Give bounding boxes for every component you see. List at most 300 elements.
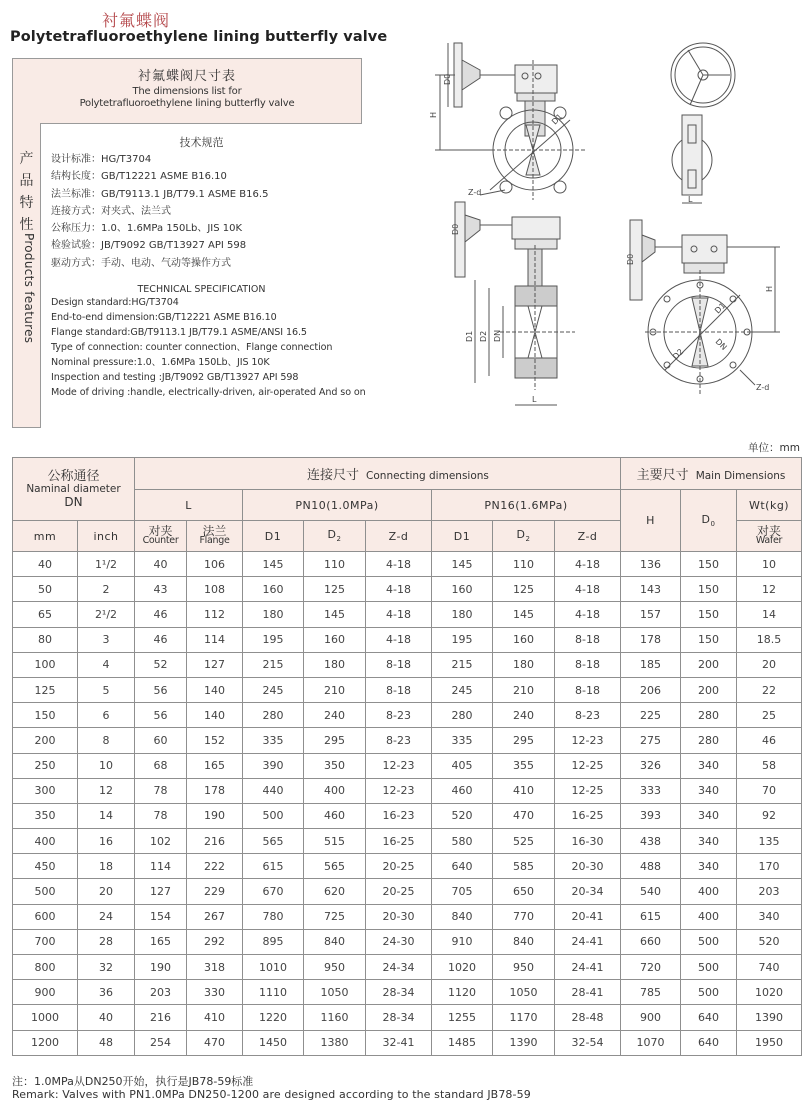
spec-heading (13, 71, 361, 110)
cell-pn16-d2: 1390 (493, 1030, 555, 1055)
drawing-label-d2-flanged: D2 (671, 347, 686, 362)
cell-l-flange: 222 (187, 854, 243, 879)
cell-l-flange: 216 (187, 829, 243, 854)
cell-pn10-d2: 1050 (304, 980, 366, 1005)
cell-dn-mm: 125 (13, 677, 78, 702)
cell-dn-mm: 350 (13, 803, 78, 828)
cell-pn10-zd: 8-23 (366, 728, 432, 753)
cell-pn10-d1: 215 (243, 652, 304, 677)
header-connecting-en: Connecting dimensions (366, 470, 489, 482)
cell-wt-wafer: 25 (737, 703, 802, 728)
drawing-label-d1-section: D1 (465, 330, 474, 342)
cell-dn-inch: 24 (78, 904, 135, 929)
spec-line: Mode of driving :handle, electrically-driven, air-operated And so on (51, 387, 366, 398)
cell-pn10-d1: 1450 (243, 1030, 304, 1055)
cell-pn10-d2: 725 (304, 904, 366, 929)
cell-dn-mm: 40 (13, 552, 78, 577)
table-row (13, 904, 802, 929)
spec-line: Design standard:HG/T3704 (51, 297, 179, 308)
cell-d0: 400 (681, 879, 737, 904)
note-en: Remark: Valves with PN1.0MPa DN250-1200 are designed according to the standard JB78-59 (12, 1088, 531, 1101)
cell-pn16-zd: 20-41 (555, 904, 621, 929)
cell-wt-wafer: 10 (737, 552, 802, 577)
cell-l-counter: 203 (135, 980, 187, 1005)
cell-dn-inch: 4 (78, 652, 135, 677)
header-pn10-d1: D1 (243, 521, 304, 552)
cell-pn16-d1: 1120 (432, 980, 493, 1005)
header-flange (187, 521, 243, 552)
cell-pn10-d2: 160 (304, 627, 366, 652)
cell-d0: 640 (681, 1005, 737, 1030)
cell-pn16-d1: 335 (432, 728, 493, 753)
header-pn16-d1: D1 (432, 521, 493, 552)
table-body (13, 552, 802, 1056)
cell-pn10-zd: 28-34 (366, 980, 432, 1005)
cell-dn-inch: 14 (78, 803, 135, 828)
cell-pn16-zd: 28-41 (555, 980, 621, 1005)
spec-line: 检验试验：JB/T9092 GB/T13927 API 598 (51, 240, 247, 252)
cell-h: 488 (621, 854, 681, 879)
cell-pn10-d1: 1220 (243, 1005, 304, 1030)
drawing-label-zd: Z-d (468, 188, 482, 197)
table-row (13, 652, 802, 677)
header-nominal-dn: DN (64, 494, 83, 509)
cell-d0: 500 (681, 929, 737, 954)
cell-pn16-zd: 12-23 (555, 728, 621, 753)
cell-dn-inch: 12 (78, 778, 135, 803)
cell-dn-inch: 18 (78, 854, 135, 879)
cell-dn-inch: 1¹/2 (78, 552, 135, 577)
header-wafer (737, 521, 802, 552)
cell-pn16-d2: 110 (493, 552, 555, 577)
cell-dn-mm: 1200 (13, 1030, 78, 1055)
table-row (13, 829, 802, 854)
cell-pn10-d1: 565 (243, 829, 304, 854)
cell-wt-wafer: 22 (737, 677, 802, 702)
cell-pn16-zd: 28-48 (555, 1005, 621, 1030)
cell-d0: 150 (681, 627, 737, 652)
cell-l-counter: 46 (135, 602, 187, 627)
cell-d0: 150 (681, 602, 737, 627)
header-flange-en: Flange (199, 535, 230, 546)
cell-d0: 500 (681, 980, 737, 1005)
cell-pn16-d1: 1020 (432, 955, 493, 980)
cell-pn16-d1: 640 (432, 854, 493, 879)
cell-dn-inch: 6 (78, 703, 135, 728)
cell-dn-inch: 32 (78, 955, 135, 980)
drawing-label-h-flanged: H (765, 285, 774, 292)
cell-l-counter: 56 (135, 677, 187, 702)
header-main-dimensions (621, 458, 802, 490)
cell-pn10-zd: 4-18 (366, 577, 432, 602)
valve-drawings (420, 30, 800, 425)
cell-l-counter: 68 (135, 753, 187, 778)
note-cn: 注：1.0MPa从DN250开始，执行是JB78-59标准 (12, 1075, 254, 1088)
cell-l-counter: 127 (135, 879, 187, 904)
spec-section-cn-title: 技术规范 (179, 136, 224, 149)
cell-l-flange: 140 (187, 677, 243, 702)
drawing-label-d1: D1 (550, 112, 565, 127)
cell-pn10-d1: 500 (243, 803, 304, 828)
spec-line: End-to-end dimension:GB/T12221 ASME B16.10 (51, 312, 277, 323)
cell-pn16-d1: 520 (432, 803, 493, 828)
spec-heading-en-1: The dimensions list for (132, 86, 242, 97)
cell-h: 720 (621, 955, 681, 980)
cell-pn10-zd: 16-23 (366, 803, 432, 828)
cell-wt-wafer: 1390 (737, 1005, 802, 1030)
cell-wt-wafer: 58 (737, 753, 802, 778)
cell-wt-wafer: 520 (737, 929, 802, 954)
cell-h: 225 (621, 703, 681, 728)
cell-pn10-zd: 4-18 (366, 627, 432, 652)
drawing-label-dn-flanged: DN (713, 337, 729, 353)
cell-wt-wafer: 340 (737, 904, 802, 929)
header-counter (135, 521, 187, 552)
cell-l-flange: 229 (187, 879, 243, 904)
cell-pn16-d2: 355 (493, 753, 555, 778)
header-pn16-d2-sub: 2 (525, 535, 531, 544)
table-row (13, 728, 802, 753)
table-row (13, 552, 802, 577)
header-pn10-d2 (304, 521, 366, 552)
drawing-label-d0-flanged: D0 (626, 253, 635, 265)
spec-line: 法兰标准：GB/T9113.1 JB/T79.1 ASME B16.5 (51, 188, 269, 200)
cell-l-flange: 106 (187, 552, 243, 577)
table-row (13, 854, 802, 879)
cell-pn10-d2: 350 (304, 753, 366, 778)
cell-pn16-d1: 180 (432, 602, 493, 627)
header-flange-cn: 法兰 (202, 524, 227, 538)
spec-line: Nominal pressure:1.0、1.6MPa 150Lb、JIS 10K (51, 357, 270, 368)
cell-l-counter: 56 (135, 703, 187, 728)
cell-pn10-zd: 8-18 (366, 652, 432, 677)
cell-l-flange: 190 (187, 803, 243, 828)
cell-pn16-zd: 8-18 (555, 677, 621, 702)
cell-pn16-d1: 840 (432, 904, 493, 929)
header-inch: inch (78, 521, 135, 552)
cell-pn16-d1: 1485 (432, 1030, 493, 1055)
cell-h: 178 (621, 627, 681, 652)
cell-l-counter: 52 (135, 652, 187, 677)
table-row (13, 803, 802, 828)
cell-pn10-d1: 670 (243, 879, 304, 904)
cell-pn16-d2: 160 (493, 627, 555, 652)
cell-d0: 340 (681, 829, 737, 854)
cell-pn16-zd: 16-30 (555, 829, 621, 854)
cell-pn16-zd: 32-54 (555, 1030, 621, 1055)
cell-l-counter: 114 (135, 854, 187, 879)
header-pn16-d2 (493, 521, 555, 552)
cell-pn16-d2: 210 (493, 677, 555, 702)
cell-wt-wafer: 14 (737, 602, 802, 627)
cell-l-flange: 112 (187, 602, 243, 627)
cell-pn16-zd: 4-18 (555, 602, 621, 627)
cell-pn10-d2: 950 (304, 955, 366, 980)
cell-h: 660 (621, 929, 681, 954)
cell-wt-wafer: 18.5 (737, 627, 802, 652)
cell-d0: 340 (681, 778, 737, 803)
drawing-label-d0-section: D0 (451, 223, 460, 235)
cell-dn-inch: 48 (78, 1030, 135, 1055)
cell-pn16-zd: 8-18 (555, 627, 621, 652)
table-row (13, 1030, 802, 1055)
wafer-front-view-drawing (435, 43, 585, 200)
cell-pn10-d2: 400 (304, 778, 366, 803)
page-title-cn: 衬氟蝶阀 (102, 11, 171, 30)
cell-h: 785 (621, 980, 681, 1005)
header-wafer-en: Wafer (755, 535, 783, 546)
cell-l-counter: 254 (135, 1030, 187, 1055)
cell-dn-mm: 450 (13, 854, 78, 879)
cell-pn10-d2: 620 (304, 879, 366, 904)
header-wafer-cn: 对夹 (757, 524, 782, 538)
drawing-label-d2: D2 (479, 330, 488, 342)
cell-dn-inch: 2 (78, 577, 135, 602)
cell-pn16-d1: 280 (432, 703, 493, 728)
cell-dn-inch: 36 (78, 980, 135, 1005)
cell-pn16-zd: 8-23 (555, 703, 621, 728)
table-row (13, 980, 802, 1005)
cell-pn10-d2: 210 (304, 677, 366, 702)
cell-d0: 500 (681, 955, 737, 980)
cell-dn-inch: 28 (78, 929, 135, 954)
spec-section-cn (41, 134, 362, 272)
cell-dn-mm: 150 (13, 703, 78, 728)
cell-pn16-d2: 525 (493, 829, 555, 854)
header-pn10-zd: Z-d (366, 521, 432, 552)
cell-l-counter: 102 (135, 829, 187, 854)
side-label-char: 特 (19, 195, 34, 211)
header-main-cn: 主要尺寸 (636, 468, 689, 483)
cell-wt-wafer: 1020 (737, 980, 802, 1005)
cell-l-counter: 165 (135, 929, 187, 954)
cell-pn16-d2: 1170 (493, 1005, 555, 1030)
cell-pn16-d1: 405 (432, 753, 493, 778)
cell-pn16-d2: 240 (493, 703, 555, 728)
header-pn16: PN16(1.6MPa) (432, 490, 621, 521)
cell-l-counter: 154 (135, 904, 187, 929)
drawing-label-zd-flanged: Z-d (756, 383, 770, 392)
cell-pn16-zd: 4-18 (555, 577, 621, 602)
cell-pn16-d2: 650 (493, 879, 555, 904)
cell-dn-mm: 1000 (13, 1005, 78, 1030)
cell-d0: 280 (681, 728, 737, 753)
header-pn10-d2-sub: 2 (336, 535, 342, 544)
spec-box (12, 58, 366, 428)
cell-pn10-d1: 195 (243, 627, 304, 652)
cell-d0: 150 (681, 552, 737, 577)
cell-pn16-d1: 460 (432, 778, 493, 803)
table-row (13, 677, 802, 702)
cell-pn10-zd: 16-25 (366, 829, 432, 854)
cell-pn10-d2: 295 (304, 728, 366, 753)
cell-pn10-zd: 20-25 (366, 879, 432, 904)
cell-pn10-d1: 895 (243, 929, 304, 954)
cell-dn-inch: 5 (78, 677, 135, 702)
cell-h: 185 (621, 652, 681, 677)
cell-pn10-zd: 24-34 (366, 955, 432, 980)
cell-dn-mm: 400 (13, 829, 78, 854)
cell-d0: 340 (681, 803, 737, 828)
cell-wt-wafer: 12 (737, 577, 802, 602)
cell-h: 143 (621, 577, 681, 602)
cell-h: 275 (621, 728, 681, 753)
cell-h: 900 (621, 1005, 681, 1030)
cell-pn10-zd: 4-18 (366, 552, 432, 577)
cell-wt-wafer: 92 (737, 803, 802, 828)
cell-dn-mm: 200 (13, 728, 78, 753)
cell-l-flange: 140 (187, 703, 243, 728)
cell-d0: 640 (681, 1030, 737, 1055)
cell-pn16-zd: 24-41 (555, 955, 621, 980)
unit-label: 单位：mm (748, 442, 800, 454)
drawing-label-d0: D0 (443, 73, 452, 85)
cell-dn-inch: 40 (78, 1005, 135, 1030)
cell-dn-inch: 3 (78, 627, 135, 652)
cell-pn16-d2: 145 (493, 602, 555, 627)
cell-pn16-d1: 215 (432, 652, 493, 677)
cell-h: 157 (621, 602, 681, 627)
cell-pn10-d2: 515 (304, 829, 366, 854)
cell-pn16-zd: 8-18 (555, 652, 621, 677)
cell-l-counter: 78 (135, 778, 187, 803)
cell-pn16-d2: 410 (493, 778, 555, 803)
cell-l-counter: 216 (135, 1005, 187, 1030)
cell-pn16-d1: 580 (432, 829, 493, 854)
spec-section-en (41, 284, 366, 400)
cell-dn-inch: 16 (78, 829, 135, 854)
cell-pn10-zd: 12-23 (366, 753, 432, 778)
cell-pn10-d2: 460 (304, 803, 366, 828)
page-title-en: Polytetrafluoroethylene lining butterfly valve (10, 29, 388, 45)
cell-pn10-d2: 180 (304, 652, 366, 677)
cell-pn10-d1: 160 (243, 577, 304, 602)
cell-l-counter: 43 (135, 577, 187, 602)
cell-l-flange: 152 (187, 728, 243, 753)
cell-pn10-zd: 20-25 (366, 854, 432, 879)
side-label-char: 品 (19, 173, 34, 189)
cell-d0: 150 (681, 577, 737, 602)
header-main-en: Main Dimensions (695, 470, 786, 482)
cell-pn16-zd: 12-25 (555, 778, 621, 803)
spec-content (40, 123, 366, 428)
cell-dn-inch: 8 (78, 728, 135, 753)
cell-dn-mm: 500 (13, 879, 78, 904)
cell-l-counter: 46 (135, 627, 187, 652)
cell-h: 540 (621, 879, 681, 904)
header-connecting-dimensions (135, 458, 621, 490)
cell-h: 206 (621, 677, 681, 702)
cell-dn-inch: 2¹/2 (78, 602, 135, 627)
cell-pn10-d2: 1160 (304, 1005, 366, 1030)
cell-pn10-d1: 1110 (243, 980, 304, 1005)
cell-pn10-d2: 565 (304, 854, 366, 879)
cell-pn10-d2: 240 (304, 703, 366, 728)
drawing-label-dn: DN (493, 329, 502, 342)
cell-h: 333 (621, 778, 681, 803)
spec-line: 公称压力：1.0、1.6MPa 150Lb、JIS 10K (51, 223, 243, 235)
header-pn16-d2-main: D (516, 528, 526, 542)
cell-dn-mm: 900 (13, 980, 78, 1005)
cell-d0: 280 (681, 703, 737, 728)
cell-d0: 400 (681, 904, 737, 929)
wafer-side-view-drawing (671, 43, 735, 203)
cell-pn16-d2: 125 (493, 577, 555, 602)
cell-h: 438 (621, 829, 681, 854)
cell-h: 393 (621, 803, 681, 828)
cell-pn16-d2: 470 (493, 803, 555, 828)
cell-pn16-d1: 245 (432, 677, 493, 702)
cell-pn16-zd: 16-25 (555, 803, 621, 828)
table-row (13, 929, 802, 954)
cell-l-flange: 127 (187, 652, 243, 677)
flanged-section-drawing (455, 202, 575, 405)
cell-wt-wafer: 46 (737, 728, 802, 753)
side-label-char: 性 (19, 217, 34, 233)
cell-l-flange: 318 (187, 955, 243, 980)
side-label (13, 147, 40, 427)
header-nominal-diameter (13, 458, 135, 521)
cell-l-counter: 78 (135, 803, 187, 828)
cell-l-flange: 267 (187, 904, 243, 929)
header-counter-en: Counter (142, 535, 179, 546)
cell-pn16-d1: 145 (432, 552, 493, 577)
cell-wt-wafer: 203 (737, 879, 802, 904)
cell-l-flange: 114 (187, 627, 243, 652)
cell-pn10-d1: 335 (243, 728, 304, 753)
cell-wt-wafer: 740 (737, 955, 802, 980)
header-pn10: PN10(1.0MPa) (243, 490, 432, 521)
spec-section-en-title: TECHNICAL SPECIFICATION (137, 284, 266, 295)
cell-wt-wafer: 70 (737, 778, 802, 803)
cell-pn10-d1: 780 (243, 904, 304, 929)
table-row (13, 703, 802, 728)
cell-l-counter: 190 (135, 955, 187, 980)
cell-dn-mm: 100 (13, 652, 78, 677)
cell-l-flange: 178 (187, 778, 243, 803)
cell-pn16-d1: 195 (432, 627, 493, 652)
cell-pn10-zd: 32-41 (366, 1030, 432, 1055)
cell-h: 136 (621, 552, 681, 577)
cell-d0: 340 (681, 753, 737, 778)
cell-l-flange: 108 (187, 577, 243, 602)
cell-dn-mm: 80 (13, 627, 78, 652)
cell-pn16-d1: 910 (432, 929, 493, 954)
drawing-label-l: L (532, 395, 537, 404)
spec-line: 设计标准：HG/T3704 (51, 154, 152, 165)
cell-pn16-zd: 20-30 (555, 854, 621, 879)
table-row (13, 778, 802, 803)
cell-pn10-zd: 12-23 (366, 778, 432, 803)
cell-dn-mm: 50 (13, 577, 78, 602)
dimensions-table (12, 457, 802, 1056)
header-d0-main: D (701, 512, 711, 526)
cell-pn16-d2: 1050 (493, 980, 555, 1005)
cell-dn-mm: 300 (13, 778, 78, 803)
cell-l-flange: 330 (187, 980, 243, 1005)
spec-heading-en-2: Polytetrafluoroethylene lining butterfly valve (79, 98, 295, 109)
cell-pn10-zd: 8-23 (366, 703, 432, 728)
cell-h: 326 (621, 753, 681, 778)
drawing-label-l-top: L (688, 195, 693, 204)
cell-d0: 200 (681, 652, 737, 677)
cell-pn10-zd: 8-18 (366, 677, 432, 702)
cell-dn-mm: 250 (13, 753, 78, 778)
spec-heading-cn: 衬氟蝶阀尺寸表 (137, 69, 236, 84)
header-pn16-zd: Z-d (555, 521, 621, 552)
spec-line: Inspection and testing :JB/T9092 GB/T13927 API 598 (51, 372, 299, 383)
cell-pn10-d2: 125 (304, 577, 366, 602)
